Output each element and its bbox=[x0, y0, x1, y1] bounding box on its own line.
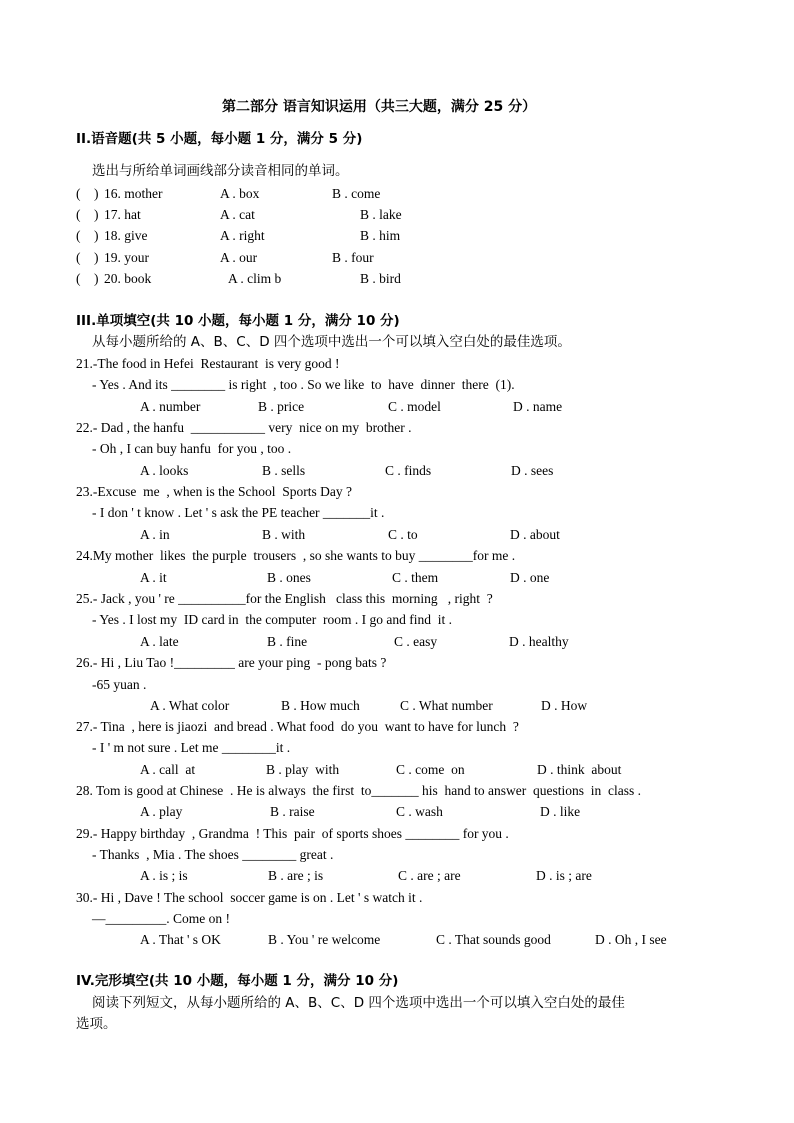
option-a: A . call at bbox=[140, 762, 196, 777]
section-3-heading: III.单项填空(共 10 小题，每小题 1 分，满分 10 分) bbox=[76, 313, 400, 329]
option-a: A . right bbox=[220, 228, 265, 243]
section-2-heading: II.语音题(共 5 小题，每小题 1 分，满分 5 分) bbox=[76, 131, 363, 147]
question-line: —_________. Come on ! bbox=[92, 911, 230, 926]
option-b: B . with bbox=[262, 527, 306, 542]
option-b: B . are ; is bbox=[268, 868, 324, 883]
question-line: -65 yuan . bbox=[92, 677, 147, 692]
option-b: B . raise bbox=[270, 804, 315, 819]
option-a: A . late bbox=[140, 634, 179, 649]
option-c: C . model bbox=[388, 399, 441, 414]
answer-blank: ( ) bbox=[76, 228, 99, 243]
question-line: 27.- Tina , here is jiaozi and bread . What food do you want to have for lunch ? bbox=[76, 719, 519, 734]
option-a: A . is ; is bbox=[140, 868, 188, 883]
option-a: A . our bbox=[220, 250, 258, 265]
question-line: 30.- Hi , Dave ! The school soccer game is on . Let ' s watch it . bbox=[76, 890, 423, 905]
option-b: B . lake bbox=[360, 207, 402, 222]
option-a: A . it bbox=[140, 570, 167, 585]
question-line: 26.- Hi , Liu Tao !_________ are your ping - pong bats ? bbox=[76, 655, 387, 670]
option-b: B . sells bbox=[262, 463, 306, 478]
question-stem: 16. mother bbox=[104, 186, 163, 201]
answer-blank: ( ) bbox=[76, 250, 99, 265]
option-d: D . name bbox=[513, 399, 563, 414]
question-line: 22.- Dad , the hanfu ___________ very nice on my brother . bbox=[76, 420, 412, 435]
question-line: 21.-The food in Hefei Restaurant is very good ! bbox=[76, 356, 340, 371]
section-4-instruction: 阅读下列短文，从每小题所给的 A、B、C、D 四个选项中选出一个可以填入空白处的最佳 bbox=[92, 995, 625, 1011]
section-4-heading: IV.完形填空(共 10 小题，每小题 1 分，满分 10 分) bbox=[76, 973, 399, 989]
option-a: A . number bbox=[140, 399, 201, 414]
option-d: D . Oh , I see bbox=[595, 932, 667, 947]
answer-blank: ( ) bbox=[76, 207, 99, 222]
option-b: B . price bbox=[258, 399, 305, 414]
option-d: D . one bbox=[510, 570, 550, 585]
option-a: A . looks bbox=[140, 463, 189, 478]
option-d: D . is ; are bbox=[536, 868, 592, 883]
option-c: C . wash bbox=[396, 804, 443, 819]
answer-blank: ( ) bbox=[76, 271, 99, 286]
option-b: B . play with bbox=[266, 762, 340, 777]
option-b: B . ones bbox=[267, 570, 311, 585]
section-4-instruction-cont: 选项。 bbox=[76, 1016, 117, 1032]
option-a: A . What color bbox=[150, 698, 230, 713]
question-line: - I ' m not sure . Let me ________it . bbox=[92, 740, 291, 755]
option-c: C . them bbox=[392, 570, 439, 585]
question-stem: 17. hat bbox=[104, 207, 141, 222]
option-a: A . in bbox=[140, 527, 170, 542]
question-line: - I don ' t know . Let ' s ask the PE teacher _______it . bbox=[92, 505, 385, 520]
option-d: D . sees bbox=[511, 463, 554, 478]
option-d: D . like bbox=[540, 804, 581, 819]
part-title: 第二部分 语言知识运用（共三大题，满分 25 分） bbox=[222, 99, 537, 115]
option-d: D . think about bbox=[537, 762, 622, 777]
question-line: 25.- Jack , you ' re __________for the English class this morning , right ? bbox=[76, 591, 493, 606]
option-a: A . That ' s OK bbox=[140, 932, 221, 947]
option-b: B . How much bbox=[281, 698, 360, 713]
option-c: C . easy bbox=[394, 634, 438, 649]
option-b: B . fine bbox=[267, 634, 308, 649]
option-b: B . come bbox=[332, 186, 381, 201]
section-3-instruction: 从每小题所给的 A、B、C、D 四个选项中选出一个可以填入空白处的最佳选项。 bbox=[92, 334, 571, 350]
question-line: - Yes . I lost my ID card in the computer room . I go and find it . bbox=[92, 612, 452, 627]
question-line: 28. Tom is good at Chinese . He is always the first to_______ his hand to answer questions in class . bbox=[76, 783, 641, 798]
option-a: A . clim b bbox=[228, 271, 282, 286]
option-b: B . four bbox=[332, 250, 374, 265]
question-stem: 20. book bbox=[104, 271, 152, 286]
question-stem: 19. your bbox=[104, 250, 149, 265]
question-line: - Thanks , Mia . The shoes ________ great . bbox=[92, 847, 334, 862]
option-b: B . You ' re welcome bbox=[268, 932, 381, 947]
option-b: B . him bbox=[360, 228, 401, 243]
question-line: 24.My mother likes the purple trousers , so she wants to buy ________for me . bbox=[76, 548, 516, 563]
option-c: C . finds bbox=[385, 463, 432, 478]
question-line: - Oh , I can buy hanfu for you , too . bbox=[92, 441, 292, 456]
section-2-instruction: 选出与所给单词画线部分读音相同的单词。 bbox=[92, 163, 349, 179]
option-c: C . are ; are bbox=[398, 868, 461, 883]
question-line: 29.- Happy birthday , Grandma ! This pair of sports shoes ________ for you . bbox=[76, 826, 509, 841]
option-c: C . That sounds good bbox=[436, 932, 551, 947]
question-line: 23.-Excuse me , when is the School Sports Day ? bbox=[76, 484, 352, 499]
answer-blank: ( ) bbox=[76, 186, 99, 201]
option-d: D . How bbox=[541, 698, 588, 713]
option-b: B . bird bbox=[360, 271, 401, 286]
option-a: A . box bbox=[220, 186, 260, 201]
option-d: D . about bbox=[510, 527, 560, 542]
option-a: A . play bbox=[140, 804, 183, 819]
question-line: - Yes . And its ________ is right , too . So we like to have dinner there (1). bbox=[92, 377, 515, 392]
option-a: A . cat bbox=[220, 207, 255, 222]
question-stem: 18. give bbox=[104, 228, 148, 243]
option-c: C . to bbox=[388, 527, 418, 542]
option-d: D . healthy bbox=[509, 634, 569, 649]
option-c: C . come on bbox=[396, 762, 465, 777]
option-c: C . What number bbox=[400, 698, 493, 713]
